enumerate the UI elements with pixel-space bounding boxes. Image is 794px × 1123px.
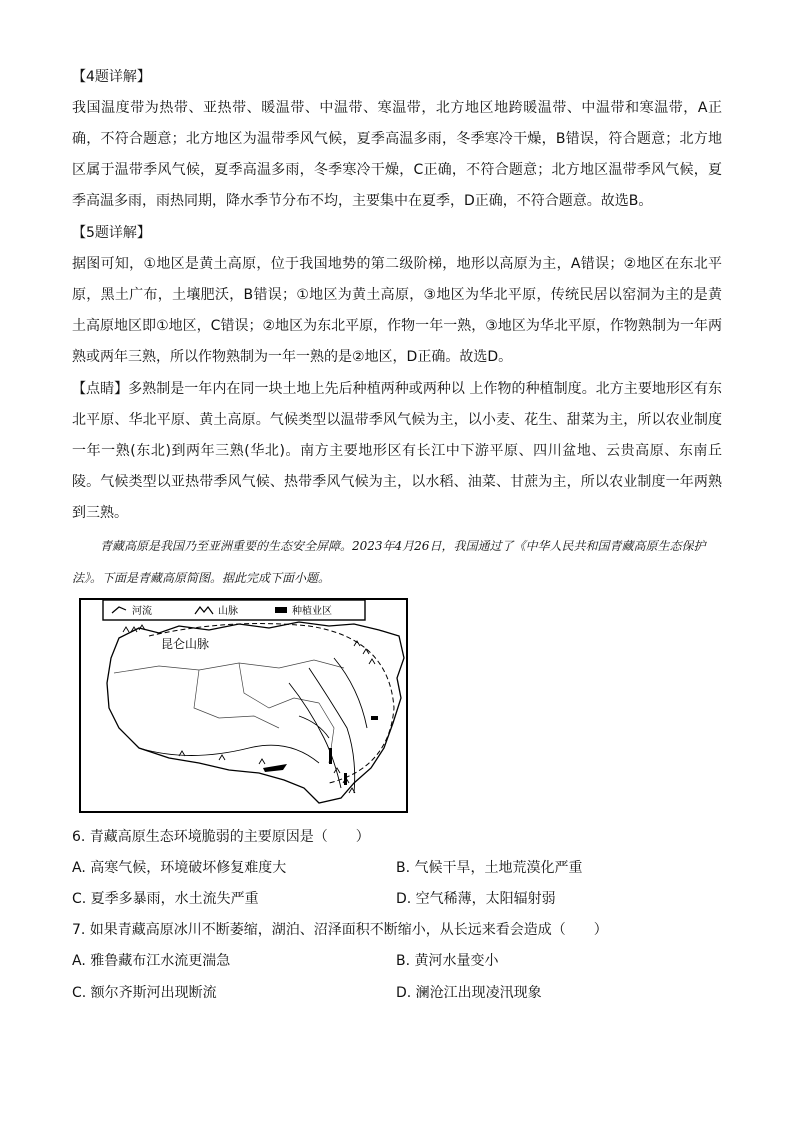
section-4 bbox=[72, 62, 722, 217]
q7-stem: 7. 如果青藏高原冰川不断萎缩，湖泊、沼泽面积不断缩小，从长远来看会造成（ ） bbox=[72, 922, 608, 938]
intro-text: 青藏高原是我国乃至亚洲重要的生态安全屏障。2023年4月26日，我国通过了《中华人民共和国青藏高原生态保护法》。下面是青藏高原简图。据此完成下面小题。 bbox=[72, 539, 706, 585]
section-4-text: 我国温度带为热带、亚热带、暖温带、中温带、寒温带，北方地区地跨暖温带、中温带和寒温带，A正确，不符合题意；北方地区为温带季风气候，夏季高温多雨，冬季寒冷干燥，B错误，符合题意；北方地区属于温带季风气候，夏季高温多雨，冬季寒冷干燥，C正确，不符合题意；北方地区温带季风气候，夏季高温多雨，雨热同期，降水季节分布不均，主要集中在夏季，D正确，不符合题意。故选B。 bbox=[72, 100, 722, 209]
q7-option-a[interactable]: A. 雅鲁藏布江水流更湍急 bbox=[72, 953, 231, 969]
tip-paragraph bbox=[72, 374, 722, 529]
question-intro bbox=[72, 530, 722, 594]
farm-legend-icon bbox=[275, 607, 287, 613]
legend-farm: 种植业区 bbox=[292, 606, 332, 617]
q6-option-d[interactable]: D. 空气稀薄，太阳辐射弱 bbox=[396, 891, 556, 907]
tip-section bbox=[72, 374, 722, 529]
q6-option-b[interactable]: B. 气候干旱，土地荒漠化严重 bbox=[396, 860, 583, 876]
legend-river: 河流 bbox=[132, 606, 152, 617]
q6-option-c[interactable]: C. 夏季多暴雨，水土流失严重 bbox=[72, 891, 259, 907]
q6-stem: 6. 青藏高原生态环境脆弱的主要原因是（ ） bbox=[72, 829, 370, 845]
tip-text: 多熟制是一年内在同一块土地上先后种植两种或两种以 上作物的种植制度。北方主要地形区有东北平原、华北平原、黄土高原。气候类型以温带季风气候为主，以小麦、花生、甜菜为主，所以农业制度一年一熟(东北)到两年三熟(华北)。南方主要地形区有长江中下游平原、四川盆地、云贵高原、东南丘陵。气候类型以亚热带季风气候、热带季风气候为主，以水稻、油菜、甘蔗为主，所以农业制度一年两熟到三熟。 bbox=[72, 381, 723, 521]
tip-label: 【点睛】 bbox=[72, 381, 129, 397]
q6-option-a[interactable]: A. 高寒气候，环境破坏修复难度大 bbox=[72, 860, 287, 876]
section-5-heading: 【5题详解】 bbox=[72, 225, 151, 241]
section-4-heading: 【4题详解】 bbox=[72, 69, 151, 85]
q7-option-c[interactable]: C. 额尔齐斯河出现断流 bbox=[72, 985, 217, 1001]
q7-option-b[interactable]: B. 黄河水量变小 bbox=[396, 953, 499, 969]
section-5-text: 据图可知，①地区是黄土高原，位于我国地势的第二级阶梯，地形以高原为主，A错误；②地区在东北平原，黑土广布，土壤肥沃，B错误；①地区为黄土高原，③地区为华北平原，传统民居以窑洞为主的是黄土高原地区即①地区，C错误；②地区为东北平原，作物一年一熟，③地区为华北平原，作物熟制为一年两熟或两年三熟，所以作物熟制为一年一熟的是②地区，D正确。故选D。 bbox=[72, 256, 722, 365]
tibet-plateau-map bbox=[79, 598, 408, 813]
legend-mountain: 山脉 bbox=[218, 606, 238, 617]
farm-zone-2 bbox=[329, 748, 332, 764]
farm-zone-4 bbox=[371, 716, 378, 720]
section-5 bbox=[72, 218, 722, 373]
farm-zone-3 bbox=[344, 773, 347, 785]
map-legend bbox=[103, 600, 365, 620]
q7-option-d[interactable]: D. 澜沧江出现凌汛现象 bbox=[396, 985, 542, 1001]
kunlun-label: 昆仑山脉 bbox=[161, 637, 210, 651]
